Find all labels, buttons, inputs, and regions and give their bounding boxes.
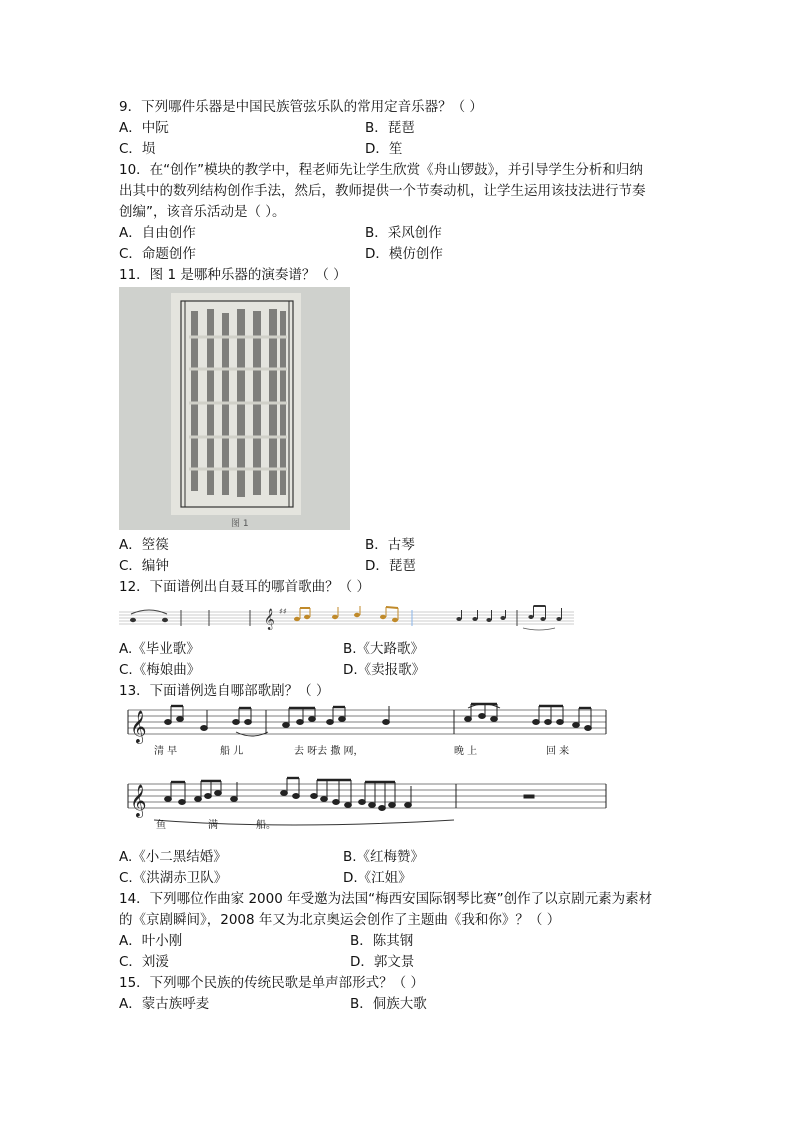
q10-option-d[interactable]: D．模仿创作 [365, 246, 443, 262]
q10-option-b[interactable]: B．采风创作 [365, 225, 442, 241]
svg-text:♯♯: ♯♯ [279, 607, 287, 616]
q10-stem-line1: 10．在“创作”模块的教学中，程老师先让学生欣赏《舟山锣鼓》，并引导学生分析和归纳 [119, 162, 643, 178]
lyric-7: 满 [208, 820, 218, 831]
figure-caption: 图 1 [231, 519, 249, 529]
lyric-2: 船 儿 [220, 746, 244, 757]
q11-option-d[interactable]: D．琵琶 [365, 558, 416, 574]
q14-option-d[interactable]: D．郭文景 [350, 954, 415, 970]
q11-option-b[interactable]: B．古琴 [365, 537, 415, 553]
q14-option-c[interactable]: C．刘湲 [119, 954, 169, 970]
q9-option-d[interactable]: D．笙 [365, 141, 403, 157]
lyric-5: 回 来 [546, 746, 570, 757]
q15-option-b[interactable]: B．侗族大歌 [350, 996, 427, 1012]
q13-option-b[interactable]: B.《红梅赞》 [343, 849, 425, 865]
q10-option-a[interactable]: A．自由创作 [119, 225, 196, 241]
q14-stem-line2: 的《京剧瞬间》，2008 年又为北京奥运会创作了主题曲《我和你》？（ ） [119, 912, 561, 928]
nie-er-score-excerpt [119, 600, 574, 632]
q11-stem: 11．图 1 是哪种乐器的演奏谱？（ ） [119, 267, 347, 283]
q15-stem: 15．下列哪个民族的传统民歌是单声部形式？（ ） [119, 975, 424, 991]
q13-option-d[interactable]: D.《江姐》 [343, 870, 412, 886]
q11-option-a[interactable]: A．箜篌 [119, 537, 169, 553]
q12-stem: 12．下面谱例出自聂耳的哪首歌曲？（ ） [119, 579, 370, 595]
q13-option-a[interactable]: A.《小二黑结婚》 [119, 849, 227, 865]
q9-option-b[interactable]: B．琵琶 [365, 120, 415, 136]
q12-option-b[interactable]: B.《大路歌》 [343, 641, 425, 657]
q13-option-c[interactable]: C.《洪湖赤卫队》 [119, 870, 228, 886]
q15-option-a[interactable]: A．蒙古族呼麦 [119, 996, 210, 1012]
qin-score-figure [119, 287, 350, 530]
q12-option-d[interactable]: D.《卖报歌》 [343, 662, 426, 678]
svg-text:𝄞: 𝄞 [130, 710, 147, 743]
q10-stem-line2: 出其中的数列结构创作手法，然后，教师提供一个节奏动机，让学生运用该技法进行节奏 [119, 183, 646, 199]
q9-stem: 9．下列哪件乐器是中国民族管弦乐队的常用定音乐器？（ ） [119, 99, 483, 115]
q14-stem-line1: 14．下列哪位作曲家 2000 年受邀为法国“梅西安国际钢琴比赛”创作了以京剧元素为素材 [119, 891, 653, 907]
lyric-6: 鱼 [156, 820, 166, 831]
lyric-1: 清 早 [154, 746, 178, 757]
q14-option-a[interactable]: A．叶小刚 [119, 933, 183, 949]
svg-text:𝄞: 𝄞 [130, 784, 147, 817]
lyric-4: 晚 上 [454, 746, 478, 757]
q10-stem-line3: 创编”，该音乐活动是（ ）。 [119, 204, 286, 220]
q14-option-b[interactable]: B．陈其钢 [350, 933, 414, 949]
q9-option-a[interactable]: A．中阮 [119, 120, 169, 136]
q9-option-c[interactable]: C．埙 [119, 141, 156, 157]
lyric-3: 去 呀去 撒 网， [294, 746, 364, 757]
q11-option-c[interactable]: C．编钟 [119, 558, 169, 574]
opera-score-excerpt [124, 702, 610, 834]
q12-option-c[interactable]: C.《梅娘曲》 [119, 662, 201, 678]
lyric-8: 船。 [256, 820, 276, 831]
q13-stem: 13．下面谱例选自哪部歌剧？（ ） [119, 683, 330, 699]
svg-text:𝄞: 𝄞 [264, 609, 275, 630]
q12-option-a[interactable]: A.《毕业歌》 [119, 641, 200, 657]
q10-option-c[interactable]: C．命题创作 [119, 246, 196, 262]
